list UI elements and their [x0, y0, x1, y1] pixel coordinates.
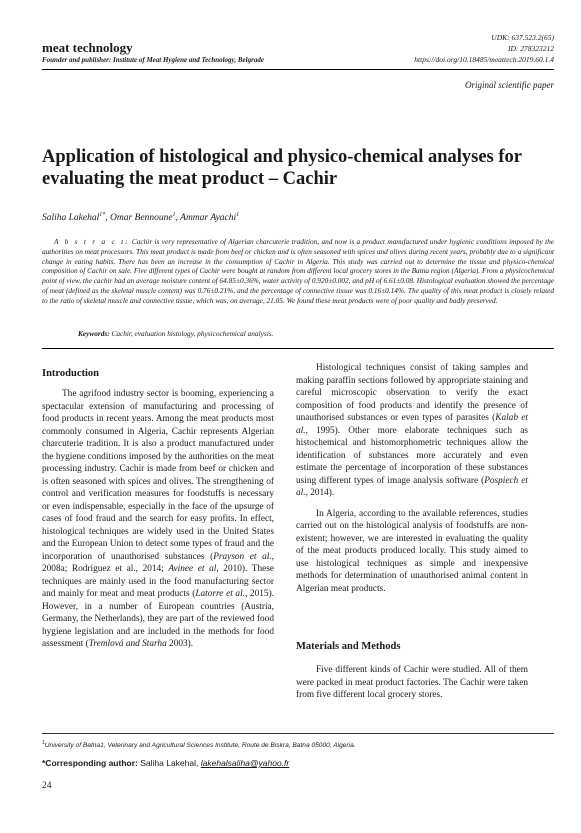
author-name: Omar Bennoune — [110, 213, 173, 224]
email-link[interactable]: lakehalsaliha@yahoo.fr — [200, 758, 290, 768]
citation: Latorre et al. — [195, 589, 245, 599]
author-name: Ammar Ayachi — [180, 213, 237, 224]
paragraph: Histological techniques consist of taking samples and making paraffin sections followed by appropriate staining and careful microscopic observation to verify the exact composition of food products and identify the presence of unauthorised substances or even types of parasites (Kalab et al., 1995). Other more elaborate techniques such as histochemical and histomorphometric techniques allow the identification of substances more accurately and even estimate the percentage of incorporation of these substances using different types of image analysis software (Pospiech et al., 2014). — [296, 363, 528, 498]
paper-type: Original scientific paper — [465, 80, 554, 90]
citation: Kalab et al. — [296, 413, 528, 436]
paragraph: Five different kinds of Cachir were studied. All of them were packed in meat product factories. The Cachir were taken from five different local grocery stores. — [296, 665, 528, 700]
footnote-rule — [42, 733, 554, 734]
id-code: ID: 278323212 — [507, 44, 554, 53]
abstract-text: Cachir is very representative of Algerian charcuterie tradition, and now is a product manufactured under hygienic conditions imposed by the authorities on meat processors. This meat product is made from beef or chicken and is often seasoned with spices and olives during recent years, probably due to a significant change in eating habits. There has been an increase in the consumption of Cachir in Algeria. This study was carried out to determine the tissue and physico-chemical composition of Cachir on sale. Five different types of Cachir were bought at random from different local grocery stores in the Batna region (Algeria). From a physicochemical point of view, the cachir had an average moisture content of 64.85±0.36%, water activity of 0.920±0.002, and pH of 6.61±0.08. Histological evaluation showed the percentage of meat (defined as the skeletal muscle content) was 0.76±0.21%, and the percentage of connective tissue was 0.16±0.14%. The quality of this meat product is closely related to the ratio of skeletal muscle and connective tissue, which was, on average, 21.05. We found these meat products were of poor quality and badly preserved. — [42, 237, 554, 305]
paragraph: In Algeria, according to the available references, studies carried out on the histological analysis of foodstuffs are non-existent; however, we are interested in evaluating the quality of the meat products produced locally. This study aimed to use histological techniques as simple and inexpensive methods for determination of unauthorised animal content in Algerian meat products. — [296, 508, 528, 594]
corresponding-label: *Corresponding author: — [42, 758, 138, 768]
keywords — [78, 329, 273, 338]
publisher-line: Founder and publisher: Institute of Meat Hygiene and Technology, Belgrade — [42, 56, 264, 64]
keywords-label: Keywords: — [78, 329, 110, 338]
methods-text — [296, 664, 528, 702]
paragraph: The agrifood industry sector is booming, experiencing a spectacular extension of manufacturing and processing of food products in recent years. Among the meat products most commonly consumed in Algeria, Cachir represents Algerian charcuterie tradition. It is also a product manufactured under the hygiene conditions imposed by the authorities on the meat processing industry. Cachir is made from beef or chicken and is often seasoned with spices and olives. The strengthening of control and verification measures for foodstuffs is necessary or even indispensable, especially in the face of the upsurge of cases of food fraud and the search for easy profits. In effect, histological techniques are widely used in the United States and the European Union to detect some types of fraud and the incorporation of unauthorised substances (Prayson et al., 2008a; Rodríguez et al., 2014; Avinee et al, 2010). These techniques are mainly used in the food manufacturing sector and mainly for meat and meat products (Latorre et al., 2015). However, in a number of European countries (Austria, Germany, the Netherlands), they are part of the reviewed food hygiene legislation and are included in the methods for food assessment (Tremlová and Starha 2003). — [42, 389, 274, 649]
methods-heading: Materials and Methods — [296, 641, 401, 652]
citation: Tremlová and Starha — [88, 639, 167, 649]
doi-link[interactable]: https://doi.org/10.18485/meattech.2019.60.1.4 — [414, 55, 554, 64]
affiliation-footnote — [42, 740, 356, 749]
author-name: Saliha Lakehal — [42, 213, 100, 224]
left-column — [42, 388, 274, 651]
corresponding-author — [42, 758, 289, 768]
article-meta — [414, 32, 554, 65]
author-affiliation-mark: 1* — [99, 212, 106, 218]
footnote-text: University of Batna1, Veterinary and Agricultural Sciences Institute, Route de Biskra, Batna 05000, Algeria. — [44, 742, 356, 750]
header-rule — [42, 69, 554, 70]
footnote-mark: 1 — [42, 740, 45, 746]
author-affiliation-mark: 1 — [236, 212, 240, 218]
introduction-heading: Introduction — [42, 368, 99, 379]
citation: Prayson et al. — [213, 551, 272, 562]
journal-name: meat technology — [42, 40, 133, 55]
page-number: 24 — [42, 781, 52, 791]
abstract — [42, 237, 554, 306]
citation: Pospiech et al. — [296, 475, 528, 498]
article-title: Application of histological and physico-chemical analyses for evaluating the meat product – Cachir — [42, 147, 522, 189]
right-column — [296, 362, 528, 595]
author-affiliation-mark: 1 — [172, 212, 176, 218]
corresponding-name: Saliha Lakehal, — [140, 758, 199, 768]
abstract-label: A b s t r a c t: — [54, 237, 130, 246]
keywords-text: Cachir, evaluation histology, physicochemical analysis. — [111, 329, 274, 338]
author-list: Saliha Lakehal$^{1*}$, Omar Bennoune$^1$, Ammar Ayachi$^1$ — [42, 212, 240, 224]
udk-code: UDK: 637.523.2(65) — [491, 33, 554, 42]
citation: Avinee et al, — [168, 564, 219, 574]
abstract-rule — [42, 348, 554, 349]
